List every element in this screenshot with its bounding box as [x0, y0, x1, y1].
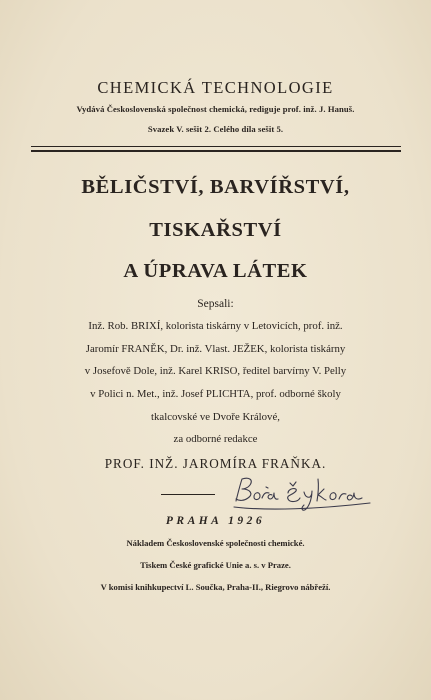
handwritten-signature — [228, 467, 378, 517]
author-line: Jaromír FRANĚK, Dr. inž. Vlast. JEŽEK, kolorista tiskárny — [85, 343, 346, 355]
imprint-line1: Nákladem Československé společnosti chemické. — [126, 538, 305, 548]
header-rule-thick — [31, 150, 401, 152]
book-title-line3: A ÚPRAVA LÁTEK — [123, 260, 308, 282]
author-line: v Josefově Dole, inž. Karel KRISO, ředitel barvírny V. Pelly — [84, 365, 347, 377]
place-and-year: PRAHA 1926 — [165, 515, 266, 527]
book-title-line1: BĚLIČSTVÍ, BARVÍŘSTVÍ, — [81, 176, 350, 198]
separator-rule — [161, 494, 215, 495]
book-title-line2: TISKAŘSTVÍ — [149, 219, 282, 241]
series-title: CHEMICKÁ TECHNOLOGIE — [97, 78, 334, 97]
editor-name: PROF. INŽ. JAROMÍRA FRAŇKA. — [104, 456, 327, 471]
series-info-line1: Vydává Československá společnost chemická, rediguje prof. inž. J. Hanuš. — [76, 104, 355, 114]
imprint-line2: Tiskem České grafické Unie a. s. v Praze. — [140, 560, 291, 570]
authors-label: Sepsali: — [197, 298, 234, 310]
imprint-line3: V komisi knihkupectví L. Součka, Praha-II., Riegrovo nábřeží. — [100, 582, 331, 592]
series-info-line2: Svazek V. sešit 2. Celého díla sešit 5. — [147, 124, 284, 134]
header-rule-thin — [31, 146, 401, 147]
editorial-label: za odborné redakce — [173, 433, 258, 445]
author-line: v Polici n. Met., inž. Josef PLICHTA, prof. odborné školy — [90, 388, 341, 400]
author-line: tkalcovské ve Dvoře Králové, — [151, 411, 280, 423]
author-line: Inž. Rob. BRIXÍ, kolorista tiskárny v Letovicích, prof. inž. — [88, 320, 343, 332]
